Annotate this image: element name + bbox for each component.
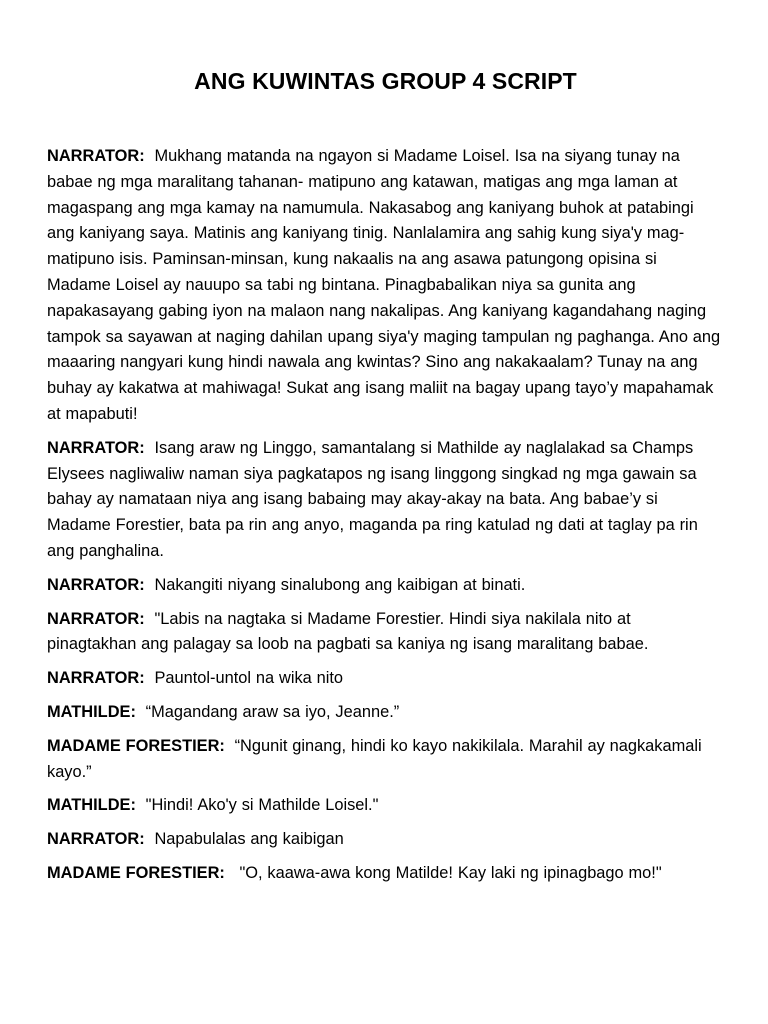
line-text: “Magandang araw sa iyo, Jeanne.” xyxy=(145,702,400,721)
speaker-label: NARRATOR: xyxy=(47,575,145,594)
script-line xyxy=(47,607,724,659)
line-text: Nakangiti niyang sinalubong ang kaibigan at binati. xyxy=(154,575,526,594)
line-text: Pauntol-untol na wika nito xyxy=(154,669,344,688)
script-line xyxy=(47,700,724,726)
script-line xyxy=(47,436,724,565)
speaker-label: MADAME FORESTIER: xyxy=(47,736,225,755)
speaker-label: MATHILDE: xyxy=(47,702,136,721)
line-text: "O, kaawa-awa kong Matilde! Kay laki ng ipinagbago mo!" xyxy=(239,863,662,882)
script-line xyxy=(47,793,724,819)
speaker-label: NARRATOR: xyxy=(47,830,145,849)
script-line xyxy=(47,666,724,692)
line-text: Isang araw ng Linggo, samantalang si Mathilde ay naglalakad sa Champs Elysees nagliwaliw naman siya pagkatapos ng isang linggong singkad ng mga gawain sa bahay ay namataan niya ang isang babaing may akay-akay na bata. Ang babae’y si Madame Forestier, bata pa rin ang anyo, maganda pa ring katulad ng dati at taglay pa rin ang panghalina. xyxy=(47,438,698,560)
speaker-label: NARRATOR: xyxy=(47,669,145,688)
speaker-label: NARRATOR: xyxy=(47,438,145,457)
line-text: Mukhang matanda na ngayon si Madame Loisel. Isa na siyang tunay na babae ng mga maralitang tahanan- matipuno ang katawan, matigas ang mga laman at magaspang ang mga kamay na namumula. Nakasabog ang kaniyang buhok at patabingi ang kaniyang saya. Matinis ang kaniyang tinig. Nanlalamira ang sahig kung siya'y mag- matipuno isis. Paminsan-minsan, kung nakaalis na ang asawa patungong opisina si Madame Loisel ay nauupo sa tabi ng bintana. Pinagbabalikan niya sa gunita ang napakasayang gabing iyon na malaon nang nakalipas. Ang kaniyang kagandahang naging tampok sa sayawan at naging dahilan upang siya'y maging tampulan ng paghanga. Ano ang maaaring nangyari kung hindi nawala ang kwintas? Sino ang nakakaalam? Tunay na ang buhay ay kakatwa at mahiwaga! Sukat ang isang maliit na bagay upang tayo’y mapahamak at mapabuti! xyxy=(47,147,721,423)
speaker-label: MADAME FORESTIER: xyxy=(47,863,225,882)
script-body xyxy=(47,144,724,887)
script-line xyxy=(47,573,724,599)
script-line xyxy=(47,734,724,786)
line-text: "Hindi! Ako'y si Mathilde Loisel." xyxy=(145,796,379,815)
line-text: “Ngunit ginang, hindi ko kayo nakikilala. Marahil ay nagkakamali kayo.” xyxy=(47,736,702,781)
speaker-label: NARRATOR: xyxy=(47,147,145,165)
script-line xyxy=(47,144,724,428)
page-title: ANG KUWINTAS GROUP 4 SCRIPT xyxy=(194,68,577,94)
line-text: Napabulalas ang kaibigan xyxy=(154,830,344,849)
script-line xyxy=(47,827,724,853)
speaker-label: NARRATOR: xyxy=(47,609,145,628)
speaker-label: MATHILDE: xyxy=(47,796,136,815)
script-line xyxy=(47,861,724,887)
line-text: "Labis na nagtaka si Madame Forestier. Hindi siya nakilala nito at pinagtakhan ang palagay sa loob na pagbati sa kaniya ng isang maralitang babae. xyxy=(47,609,649,654)
